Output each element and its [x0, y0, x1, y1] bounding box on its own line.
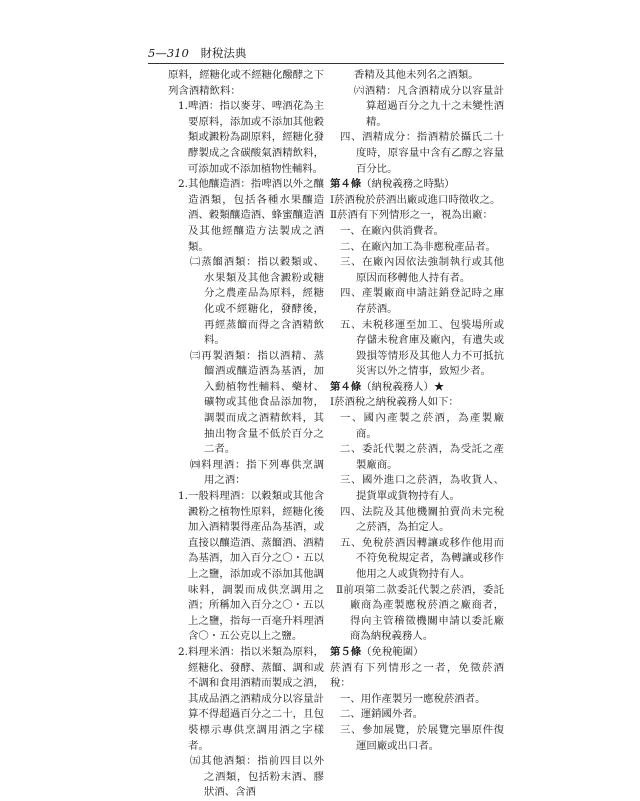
text-paragraph: ㈤其他酒類：指前四目以外之酒類，包括粉末酒、膠狀酒、含酒	[190, 755, 324, 799]
article-title: （免稅範圍）	[361, 645, 424, 658]
left-column	[148, 68, 324, 801]
header-rule	[148, 63, 504, 64]
text-paragraph: 三、參加展覽，於展覽完畢原件復運回廠或出口者。	[340, 723, 504, 752]
text-paragraph: Ⅰ菸酒稅之納稅義務人如下：	[330, 396, 459, 409]
text-paragraph: 五、未税移運至加工、包裝場所或存儲未稅倉庫及廠內，有遺失或毀損等情形及其他人力不可抵抗災害以外之情事，致短少者。	[340, 318, 504, 378]
text-paragraph: 五、免稅菸酒因轉讓或移作他用而不符免稅規定者，為轉讓或移作他用之人或貨物持有人。	[340, 536, 504, 580]
text-paragraph: 一、在廠內供消費者。	[340, 224, 444, 237]
article-number: 第５條	[330, 645, 362, 658]
article-heading	[330, 380, 504, 396]
text-paragraph: Ⅱ前項第二款委託代製之菸酒，委託廠商為產製應稅菸酒之廠商者，得向主管稽徵機關申請以委託廠商為納稅義務人。	[336, 583, 504, 643]
text-paragraph: 四、酒精成分：指酒精於攝氏二十度時，原容量中含有乙醇之容量百分比。	[340, 131, 504, 175]
article-title: （納稅義務人）★	[361, 380, 445, 393]
page-header	[148, 44, 488, 62]
text-paragraph: 二、委託代製之菸酒，為受託之產製廠商。	[340, 443, 504, 471]
text-paragraph: 1.一般料理酒：以穀類或其他含澱粉之植物性原料，經糖化後加入酒精製得產品為基酒，或直接以釀造酒、蒸餾酒、酒精為基酒，加入百分之〇・五以上之鹽，添加或不添加其他調味料，調製而成供烹調用之酒；所稱加入百分之〇・五以上之鹽，指每一百毫升料理酒含〇・五公克以上之鹽。	[178, 490, 324, 643]
article-heading	[330, 645, 504, 661]
text-paragraph: 2.其他釀造酒：指啤酒以外之釀造酒類，包括各種水果釀造酒、穀類釀造酒、蜂蜜釀造酒及其他經釀造方法製成之酒類。	[178, 178, 324, 253]
text-paragraph: 原料，經糖化或不經糖化醱酵之下列含酒精飲料：	[168, 69, 324, 97]
page-number: 5—310	[148, 46, 189, 60]
text-paragraph: 二、在廠內加工為非應稅產品者。	[340, 240, 496, 253]
text-paragraph: 三、在廠內因依法強制執行或其他原因而移轉他人持有者。	[340, 256, 504, 284]
text-paragraph: 1.啤酒：指以麥芽、啤酒花為主要原料，添加或不添加其他穀類或澱粉為副原料，經糖化發酵製成之含碳酸氣酒精飲料，可添加或不添加植物性輔料。	[178, 100, 324, 175]
text-paragraph: 2.料理米酒：指以米類為原料，經糖化、發酵、蒸餾、調和或不調和食用酒精而製成之酒，其成品酒之酒精成分以容量計算不得超過百分之二十，且包裝標示專供烹調用酒之字樣者。	[178, 645, 324, 752]
text-paragraph: ㈡蒸餾酒類：指以穀類或、水果類及其他含澱粉或糖分之農產品為原料，經糖化或不經糖化，發酵後，再經蒸餾而得之含酒精飲料。	[190, 256, 324, 347]
article-heading	[330, 177, 504, 193]
article-title: （納稅義務之時點）	[361, 178, 455, 191]
text-paragraph: 菸酒有下列情形之一者，免徵菸酒稅：	[330, 661, 504, 690]
right-column	[330, 68, 504, 754]
text-paragraph: Ⅰ菸酒稅於菸酒出廠或進口時徵收之。	[330, 193, 501, 206]
book-title: 財稅法典	[200, 46, 247, 60]
text-paragraph: ㈢再製酒類：指以酒精、蒸餾酒或釀造酒為基酒，加入動植物性輔料、藥材、礦物或其他食品添加物，調製而成之酒精飲料，其抽出物含量不低於百分之二者。	[190, 349, 324, 456]
text-paragraph: 三、國外進口之菸酒，為收貨人、提貨單或貨物持有人。	[340, 474, 504, 503]
text-paragraph: 一、用作產製另一應稅菸酒者。	[340, 692, 486, 705]
text-paragraph: 一、國內產製之菸酒，為產製廠商。	[340, 412, 504, 440]
text-paragraph: 二、運銷國外者。	[340, 708, 424, 721]
article-number: 第４條	[330, 178, 362, 191]
article-number: 第４條	[330, 380, 362, 393]
text-paragraph: 香精及其他未列名之酒類。	[354, 69, 479, 81]
text-paragraph: 四、產製廠商申請註銷登記時之庫存菸酒。	[340, 287, 504, 315]
text-paragraph: ㈥酒精：凡含酒精成分以容量計算超過百分之九十之未變性酒精。	[354, 84, 504, 128]
text-paragraph: Ⅱ菸酒有下列情形之一，視為出廠：	[330, 209, 493, 222]
text-paragraph: 四、法院及其他機關拍賣尚未完稅之菸酒，為拍定人。	[340, 505, 504, 534]
text-paragraph: ㈣料理酒：指下列專供烹調用之酒：	[190, 458, 324, 487]
